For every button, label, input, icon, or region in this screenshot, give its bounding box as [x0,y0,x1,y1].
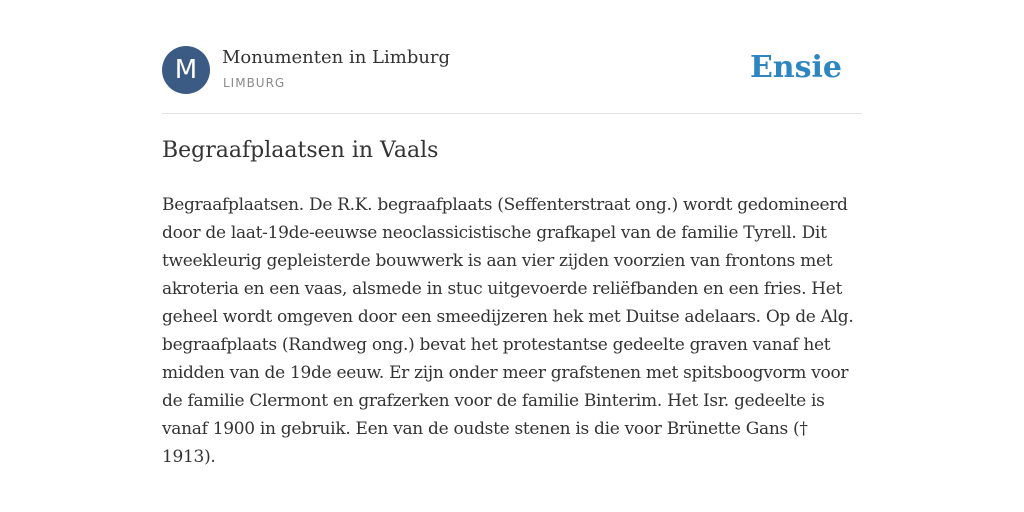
header-divider [162,113,862,114]
ensie-logo[interactable]: Ensie [749,50,842,85]
entry-card [162,0,862,512]
article-body: Begraafplaatsen. De R.K. begraafplaats (Seffenterstraat ong.) wordt gedomineerd door de laat-19de-eeuwse neoclassicistische grafkapel van de familie Tyrell. Dit tweekleurig gepleisterde bouwwerk is aan vier zijden voorzien van frontons met akroteria en een vaas, alsmede in stuc uitgevoerde reliëfbanden en een fries. Het geheel wordt omgeven door een smeedijzeren hek met Duitse adelaars. Op de Alg. begraafplaats (Randweg ong.) bevat het protestantse gedeelte graven vanaf het midden van de 19de eeuw. Er zijn onder meer grafstenen met spitsboogvorm voor de familie Clermont en grafzerken voor de familie Binterim. Het Isr. gedeelte is vanaf 1900 in gebruik. Een van de oudste stenen is die voor Brünette Gans († 1913). [162,195,854,467]
source-avatar[interactable]: M [162,46,210,94]
source-title[interactable]: Monumenten in Limburg [222,47,451,68]
article-title: Begraafplaatsen in Vaals [162,138,439,163]
source-subtitle: LIMBURG [223,76,286,90]
source-header [162,46,862,96]
